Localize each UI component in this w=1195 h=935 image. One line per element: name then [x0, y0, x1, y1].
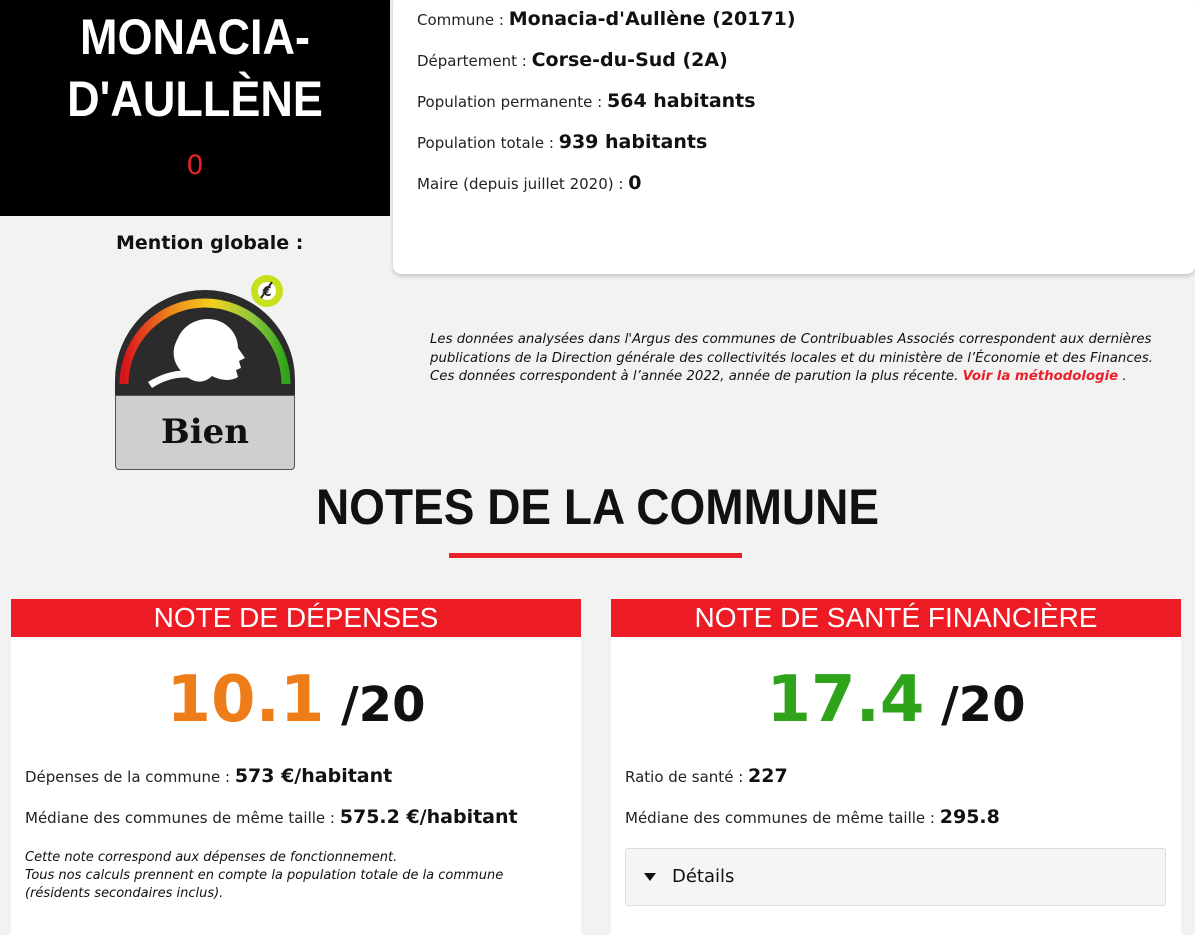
sante-median-value: 295.8	[939, 806, 1000, 828]
source-line1: Les données analysées dans l'Argus des communes de Contribuables Associés correspondent aux dernières publications de la Direction générale des collectivités locales et du ministère de l’Économie et des Finances.	[430, 332, 1153, 366]
info-population-permanente-value: 564 habitants	[607, 90, 756, 112]
info-population-permanente-label: Population permanente :	[417, 93, 603, 111]
sante-median-row	[625, 806, 1000, 828]
depenses-median-value: 575.2 €/habitant	[339, 806, 518, 828]
commune-title-line2: D'AULLÈNE	[67, 71, 323, 127]
caret-down-icon	[644, 873, 656, 881]
commune-info-card	[393, 0, 1195, 274]
note-depenses-score-value: 10.1	[166, 663, 325, 737]
note-sante-header: NOTE DE SANTÉ FINANCIÈRE	[611, 599, 1181, 637]
info-maire-label: Maire (depuis juillet 2020) :	[417, 175, 624, 193]
info-departement	[417, 49, 728, 71]
details-toggle[interactable]	[625, 848, 1166, 906]
note-depenses-header: NOTE DE DÉPENSES	[11, 599, 581, 637]
data-source-note	[430, 331, 1180, 387]
gauge-rating-box	[115, 395, 295, 470]
depenses-footnote-line2: Tous nos calculs prennent en compte la population totale de la commune (résidents secondaires inclus).	[25, 868, 504, 901]
depenses-label: Dépenses de la commune :	[25, 768, 231, 786]
info-maire-value: 0	[628, 172, 642, 194]
info-commune	[417, 8, 796, 30]
info-commune-label: Commune :	[417, 11, 504, 29]
source-after-link: .	[1118, 369, 1127, 384]
ratio-sante-value: 227	[748, 765, 788, 787]
gauge-icon	[112, 272, 298, 402]
info-commune-value: Monacia-d'Aullène (20171)	[508, 8, 796, 30]
source-line2: Ces données correspondent à l’année 2022, année de parution la plus récente.	[430, 369, 959, 384]
svg-text:€: €	[262, 285, 272, 300]
note-depenses-denominator: /20	[324, 677, 426, 733]
info-population-totale	[417, 131, 707, 153]
depenses-median-row	[25, 806, 518, 828]
depenses-median-label: Médiane des communes de même taille :	[25, 809, 335, 827]
sante-median-label: Médiane des communes de même taille :	[625, 809, 935, 827]
depenses-footnote-line1: Cette note correspond aux dépenses de fonctionnement.	[25, 850, 398, 865]
note-sante-score-value: 17.4	[766, 663, 925, 737]
note-sante-card	[611, 599, 1181, 935]
ratio-sante-label: Ratio de santé :	[625, 768, 744, 786]
ratio-sante-row	[625, 765, 788, 787]
info-maire	[417, 172, 641, 194]
mention-globale-label: Mention globale :	[116, 232, 304, 254]
commune-title-line1: MONACIA-	[80, 9, 310, 65]
commune-title	[20, 6, 371, 130]
mayor-value: 0	[186, 150, 204, 181]
notes-section-title: NOTES DE LA COMMUNE	[315, 479, 880, 535]
info-departement-label: Département :	[417, 52, 527, 70]
note-sante-score	[611, 663, 1181, 737]
note-depenses-score	[11, 663, 581, 737]
rating-gauge	[112, 272, 298, 472]
depenses-value: 573 €/habitant	[234, 765, 393, 787]
info-departement-value: Corse-du-Sud (2A)	[531, 49, 728, 71]
methodology-link[interactable]: Voir la méthodologie	[962, 369, 1119, 384]
title-underline	[449, 553, 742, 558]
note-depenses-card	[11, 599, 581, 935]
commune-title-block	[0, 0, 390, 216]
info-population-permanente	[417, 90, 756, 112]
note-sante-denominator: /20	[924, 677, 1026, 733]
depenses-row	[25, 765, 392, 787]
source-line2-wrap	[430, 368, 1180, 387]
gauge-rating-text: Bien	[160, 412, 249, 452]
details-label: Détails	[672, 866, 735, 887]
info-population-totale-label: Population totale :	[417, 134, 554, 152]
depenses-footnote	[25, 849, 565, 903]
info-population-totale-value: 939 habitants	[558, 131, 708, 153]
